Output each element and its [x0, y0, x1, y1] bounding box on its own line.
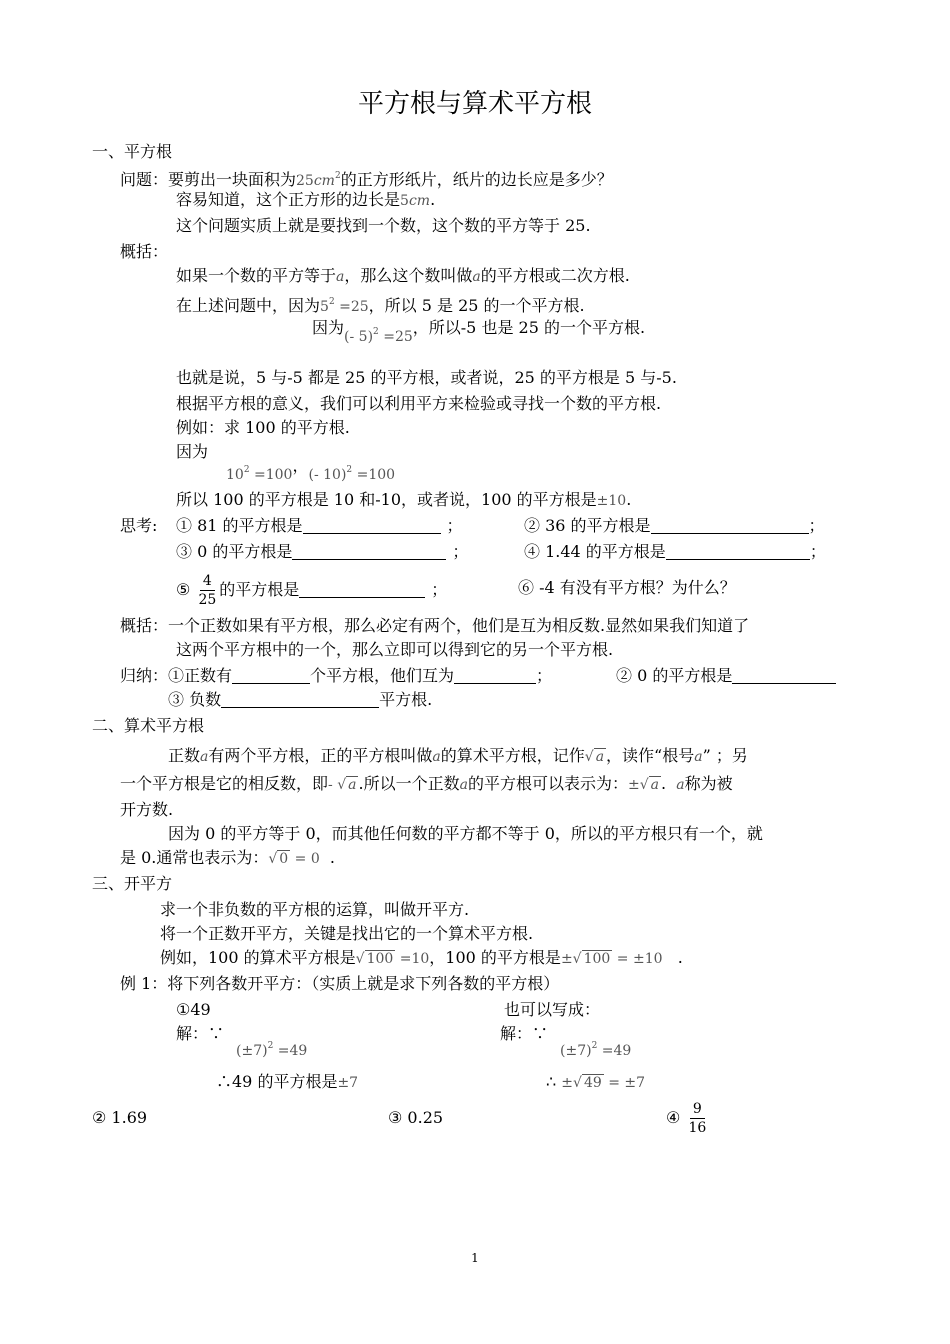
- because-1-base: 5: [320, 299, 329, 315]
- eq-10-rest: =100: [249, 467, 293, 483]
- def-var-a: a: [336, 269, 345, 285]
- s2-para-1-line-1: [168, 746, 748, 767]
- semicolon: ；: [452, 542, 469, 561]
- def-text-1: 如果一个数的平方等于: [176, 266, 337, 285]
- def-var-a2: a: [472, 269, 481, 285]
- sqrt-zero-eq: [268, 850, 319, 867]
- because-3-label: 因为: [176, 442, 209, 461]
- sqrt-result: = 0: [290, 851, 320, 867]
- because-2-text: 因为: [312, 318, 345, 337]
- think-item-2: [524, 516, 825, 536]
- sq-result: =49: [597, 1043, 632, 1059]
- because-1-text: 在上述问题中，因为: [176, 296, 321, 315]
- because-1-eq: =25: [334, 299, 369, 315]
- essence-line: 这个问题实质上就是要找到一个数，这个数的平方等于 25.: [176, 216, 591, 235]
- sqrt-result: = ±10: [612, 951, 663, 967]
- eq-separator: ，: [292, 456, 309, 475]
- that-is-line: 也就是说，5 与-5 都是 25 的平方根，或者说，25 的平方根是 5 与-5.: [176, 368, 677, 387]
- var-a: a: [676, 777, 685, 793]
- sq-base: (±7): [236, 1043, 268, 1059]
- think-item-3: [176, 542, 468, 562]
- answer-blank-2[interactable]: [651, 517, 809, 534]
- def-text-3: 的平方根或二次方根.: [480, 266, 630, 285]
- example-line: 例如：求 100 的平方根.: [176, 418, 350, 437]
- item-4-marker: ④: [666, 1108, 681, 1127]
- think-5-text: 的平方根是: [219, 580, 300, 599]
- example-1-item-1: ①49: [176, 1000, 211, 1019]
- think-label: 思考:: [120, 516, 158, 535]
- think-3-text: ③ 0 的平方根是: [176, 542, 293, 561]
- answer-blank-zero[interactable]: [732, 667, 836, 684]
- s3-text: 例如，100 的算术平方根是: [160, 948, 356, 967]
- sqrt-radicand: a: [595, 749, 605, 765]
- solution-left-eq: [236, 1036, 307, 1061]
- sqrt-radicand: a: [650, 777, 659, 793]
- def-text-2: ，那么这个数叫做: [344, 266, 473, 285]
- easy-period: .: [430, 190, 436, 209]
- problem-question: 的正方形纸片，纸片的边长应是多少？: [340, 170, 613, 189]
- sqrt-icon: √: [355, 951, 365, 967]
- sq-exp: 2: [267, 1041, 274, 1051]
- var-a: a: [694, 749, 703, 765]
- because-2-exp: 2: [373, 327, 379, 337]
- sqrt-result: = ±7: [603, 1075, 646, 1091]
- answer-blank-4[interactable]: [666, 543, 810, 560]
- think-item-6: ⑥ -4 有没有平方根？为什么？: [518, 578, 736, 597]
- definition-line: [176, 266, 630, 287]
- induction-line-2: [168, 690, 432, 710]
- plus-minus-sign: ±: [560, 951, 573, 967]
- sqrt-100-eq: [356, 950, 430, 967]
- eq-neg10-base: (- 10): [308, 467, 347, 483]
- sqrt-icon: √: [639, 777, 649, 793]
- induction-text-d: ② 0 的平方根是: [616, 666, 733, 685]
- s3-line-2: 将一个正数开平方，关键是找出它的一个算术平方根.: [160, 924, 534, 943]
- solution-right-eq: [560, 1036, 631, 1061]
- var-a: a: [459, 777, 468, 793]
- s2-text: 的平方根可以表示为：: [467, 774, 628, 793]
- think-item-1: [176, 516, 463, 536]
- because-1-exp: 2: [328, 297, 335, 307]
- answer-blank-count[interactable]: [232, 667, 310, 684]
- eq-10-base: 10: [226, 467, 244, 483]
- answer-blank-1[interactable]: [303, 517, 441, 534]
- sqrt-radicand: 0: [279, 851, 289, 867]
- s2-para-1-line-2: [120, 774, 733, 795]
- s2-text: ” ；另: [702, 746, 748, 765]
- answer-blank-3[interactable]: [292, 543, 446, 560]
- sqrt-radicand: 49: [583, 1075, 602, 1091]
- solution-right-label: 解：∵: [500, 1024, 549, 1043]
- var-a: a: [200, 749, 209, 765]
- s2-text: 有两个平方根，正的平方根叫做: [208, 746, 433, 765]
- fraction-9-16: [685, 1100, 709, 1137]
- therefore-icon: ∴: [546, 1072, 557, 1091]
- eq-10-exp: 2: [243, 465, 250, 475]
- sqrt-radicand: a: [348, 777, 357, 793]
- answer-blank-relation[interactable]: [454, 667, 536, 684]
- semicolon: ；: [809, 542, 826, 561]
- pm-sqrt-49-eq: [561, 1074, 645, 1091]
- so-period: .: [626, 490, 632, 509]
- s3-line-1: 求一个非负数的平方根的运算，叫做开平方.: [160, 900, 470, 919]
- pm-sqrt-a: [628, 776, 661, 793]
- fraction-denominator: 16: [688, 1120, 707, 1136]
- think-4-text: ④ 1.44 的平方根是: [524, 542, 666, 561]
- induction-line-1: [120, 666, 552, 686]
- alt-form-label: 也可以写成：: [504, 1000, 601, 1019]
- s2-para-2-line-2: [120, 848, 335, 869]
- sqrt-radicand: 100: [366, 951, 394, 967]
- pm7-value: ±7: [337, 1075, 359, 1091]
- s3-line-3: [160, 948, 683, 969]
- therefore-left: [216, 1072, 358, 1093]
- page-title: 平方根与算术平方根: [357, 89, 592, 119]
- neg-sqrt-a: [328, 776, 358, 793]
- because-2-base: (- 5): [344, 329, 374, 345]
- sqrt-icon: √: [268, 851, 278, 867]
- section-3-heading: 三、开平方: [92, 874, 173, 893]
- because-1-conclusion: ，所以 5 是 25 的一个平方根.: [368, 296, 585, 315]
- induction-text-end: 平方根.: [379, 690, 433, 709]
- s2-text: .所以一个正数: [358, 774, 460, 793]
- plus-minus-sign: ±: [561, 1075, 574, 1091]
- induction-semicolon: ；: [536, 666, 553, 685]
- so-value: ±10: [596, 493, 627, 509]
- area-unit: cm: [313, 173, 335, 189]
- s2-text: 正数: [168, 746, 201, 765]
- plus-minus-sign: ±: [627, 777, 640, 793]
- because-2-eq: =25: [378, 329, 413, 345]
- so-line: [176, 490, 631, 511]
- sqrt-icon: √: [584, 749, 594, 765]
- because-2-line: [312, 318, 645, 347]
- think-2-text: ② 36 的平方根是: [524, 516, 651, 535]
- so-text: 所以 100 的平方根是 10 和-10，或者说，100 的平方根是: [176, 490, 597, 509]
- answer-blank-negative[interactable]: [221, 691, 379, 708]
- minus-sign: -: [328, 777, 333, 793]
- exercise-item-2: ② 1.69: [92, 1108, 148, 1127]
- eq-neg10-rest: =100: [352, 467, 396, 483]
- think-item-5: [176, 572, 447, 609]
- summary-2-line-2: 这两个平方根中的一个，那么立即可以得到它的另一个平方根.: [176, 640, 614, 659]
- area-exponent: 2: [334, 171, 341, 181]
- section-1-heading: 一、平方根: [92, 142, 173, 161]
- s2-para-2-line-1: 因为 0 的平方等于 0，而其他任何数的平方都不等于 0，所以的平方根只有一个，就: [168, 824, 763, 843]
- s2-text: 称为被: [684, 774, 733, 793]
- sqrt-radicand: 100: [583, 951, 611, 967]
- semicolon: ；: [431, 580, 448, 599]
- sq-base: (±7): [560, 1043, 592, 1059]
- summary-label: 概括：: [120, 242, 169, 261]
- easy-text: 容易知道，这个正方形的边长是: [176, 190, 401, 209]
- induction-line-1-right: [616, 666, 836, 686]
- fraction-4-25: [195, 572, 219, 609]
- semicolon: ；: [808, 516, 825, 535]
- therefore-right: [546, 1072, 645, 1093]
- side-value: 5: [400, 193, 409, 209]
- summary-2-line-1: 概括：一个正数如果有平方根，那么必定有两个，他们是互为相反数.显然如果我们知道了: [120, 616, 750, 635]
- s3-text: ，100 的平方根是: [429, 948, 561, 967]
- page-number: 1: [471, 1251, 479, 1265]
- eq-neg10-exp: 2: [346, 465, 353, 475]
- induction-text-b: 个平方根，他们互为: [310, 666, 455, 685]
- therefore-text: ∴49 的平方根是: [216, 1072, 338, 1091]
- because-1-line: [176, 292, 585, 317]
- fraction-numerator: 4: [200, 572, 215, 591]
- sqrt-icon: √: [337, 777, 347, 793]
- answer-blank-5[interactable]: [299, 581, 425, 598]
- solution-left-label: 解：∵: [176, 1024, 225, 1043]
- var-a: a: [432, 749, 441, 765]
- fraction-denominator: 25: [198, 592, 217, 608]
- s2-text: ，读作“根号: [606, 746, 695, 765]
- problem-text: 问题：要剪出一块面积为: [120, 170, 297, 189]
- semicolon: ；: [446, 516, 463, 535]
- induction-text-a: 归纳：①正数有: [120, 666, 233, 685]
- sqrt-icon: √: [572, 951, 582, 967]
- meaning-line: 根据平方根的意义，我们可以利用平方来检验或寻找一个数的平方根.: [176, 394, 662, 413]
- easy-line: [176, 190, 435, 211]
- think-1-text: ① 81 的平方根是: [176, 516, 303, 535]
- fraction-numerator: 9: [690, 1100, 705, 1119]
- sqrt-a: [585, 748, 606, 765]
- s2-text: .: [329, 848, 336, 867]
- s3-text: .: [677, 948, 683, 967]
- exercise-item-4: [666, 1100, 709, 1137]
- section-2-heading: 二、算术平方根: [92, 716, 205, 735]
- s2-para-1-line-3: 开方数.: [120, 800, 174, 819]
- exercise-item-3: ③ 0.25: [388, 1108, 444, 1127]
- think-item-4: [524, 542, 826, 562]
- because-3-equations: [226, 456, 395, 485]
- sq-result: =49: [273, 1043, 308, 1059]
- because-2-conclusion: ，所以-5 也是 25 的一个平方根.: [412, 318, 646, 337]
- sqrt-icon: √: [573, 1075, 582, 1091]
- s2-text: 一个平方根是它的相反数，即: [120, 774, 329, 793]
- s2-text: 是 0.通常也表示为：: [120, 848, 269, 867]
- s2-text: .: [660, 774, 667, 793]
- pm-sqrt-100-eq: [561, 950, 663, 967]
- s2-text: 的算术平方根，记作: [440, 746, 585, 765]
- side-unit: cm: [408, 193, 431, 209]
- think-5-marker: ⑤: [176, 580, 191, 599]
- induction-text-neg: ③ 负数: [168, 690, 222, 709]
- sq-exp: 2: [591, 1041, 598, 1051]
- example-1-line: 例 1：将下列各数开平方：（实质上就是求下列各数的平方根）: [120, 974, 560, 993]
- sqrt-result: =10: [395, 951, 430, 967]
- area-value: 25: [296, 173, 314, 189]
- problem-line: [120, 166, 613, 191]
